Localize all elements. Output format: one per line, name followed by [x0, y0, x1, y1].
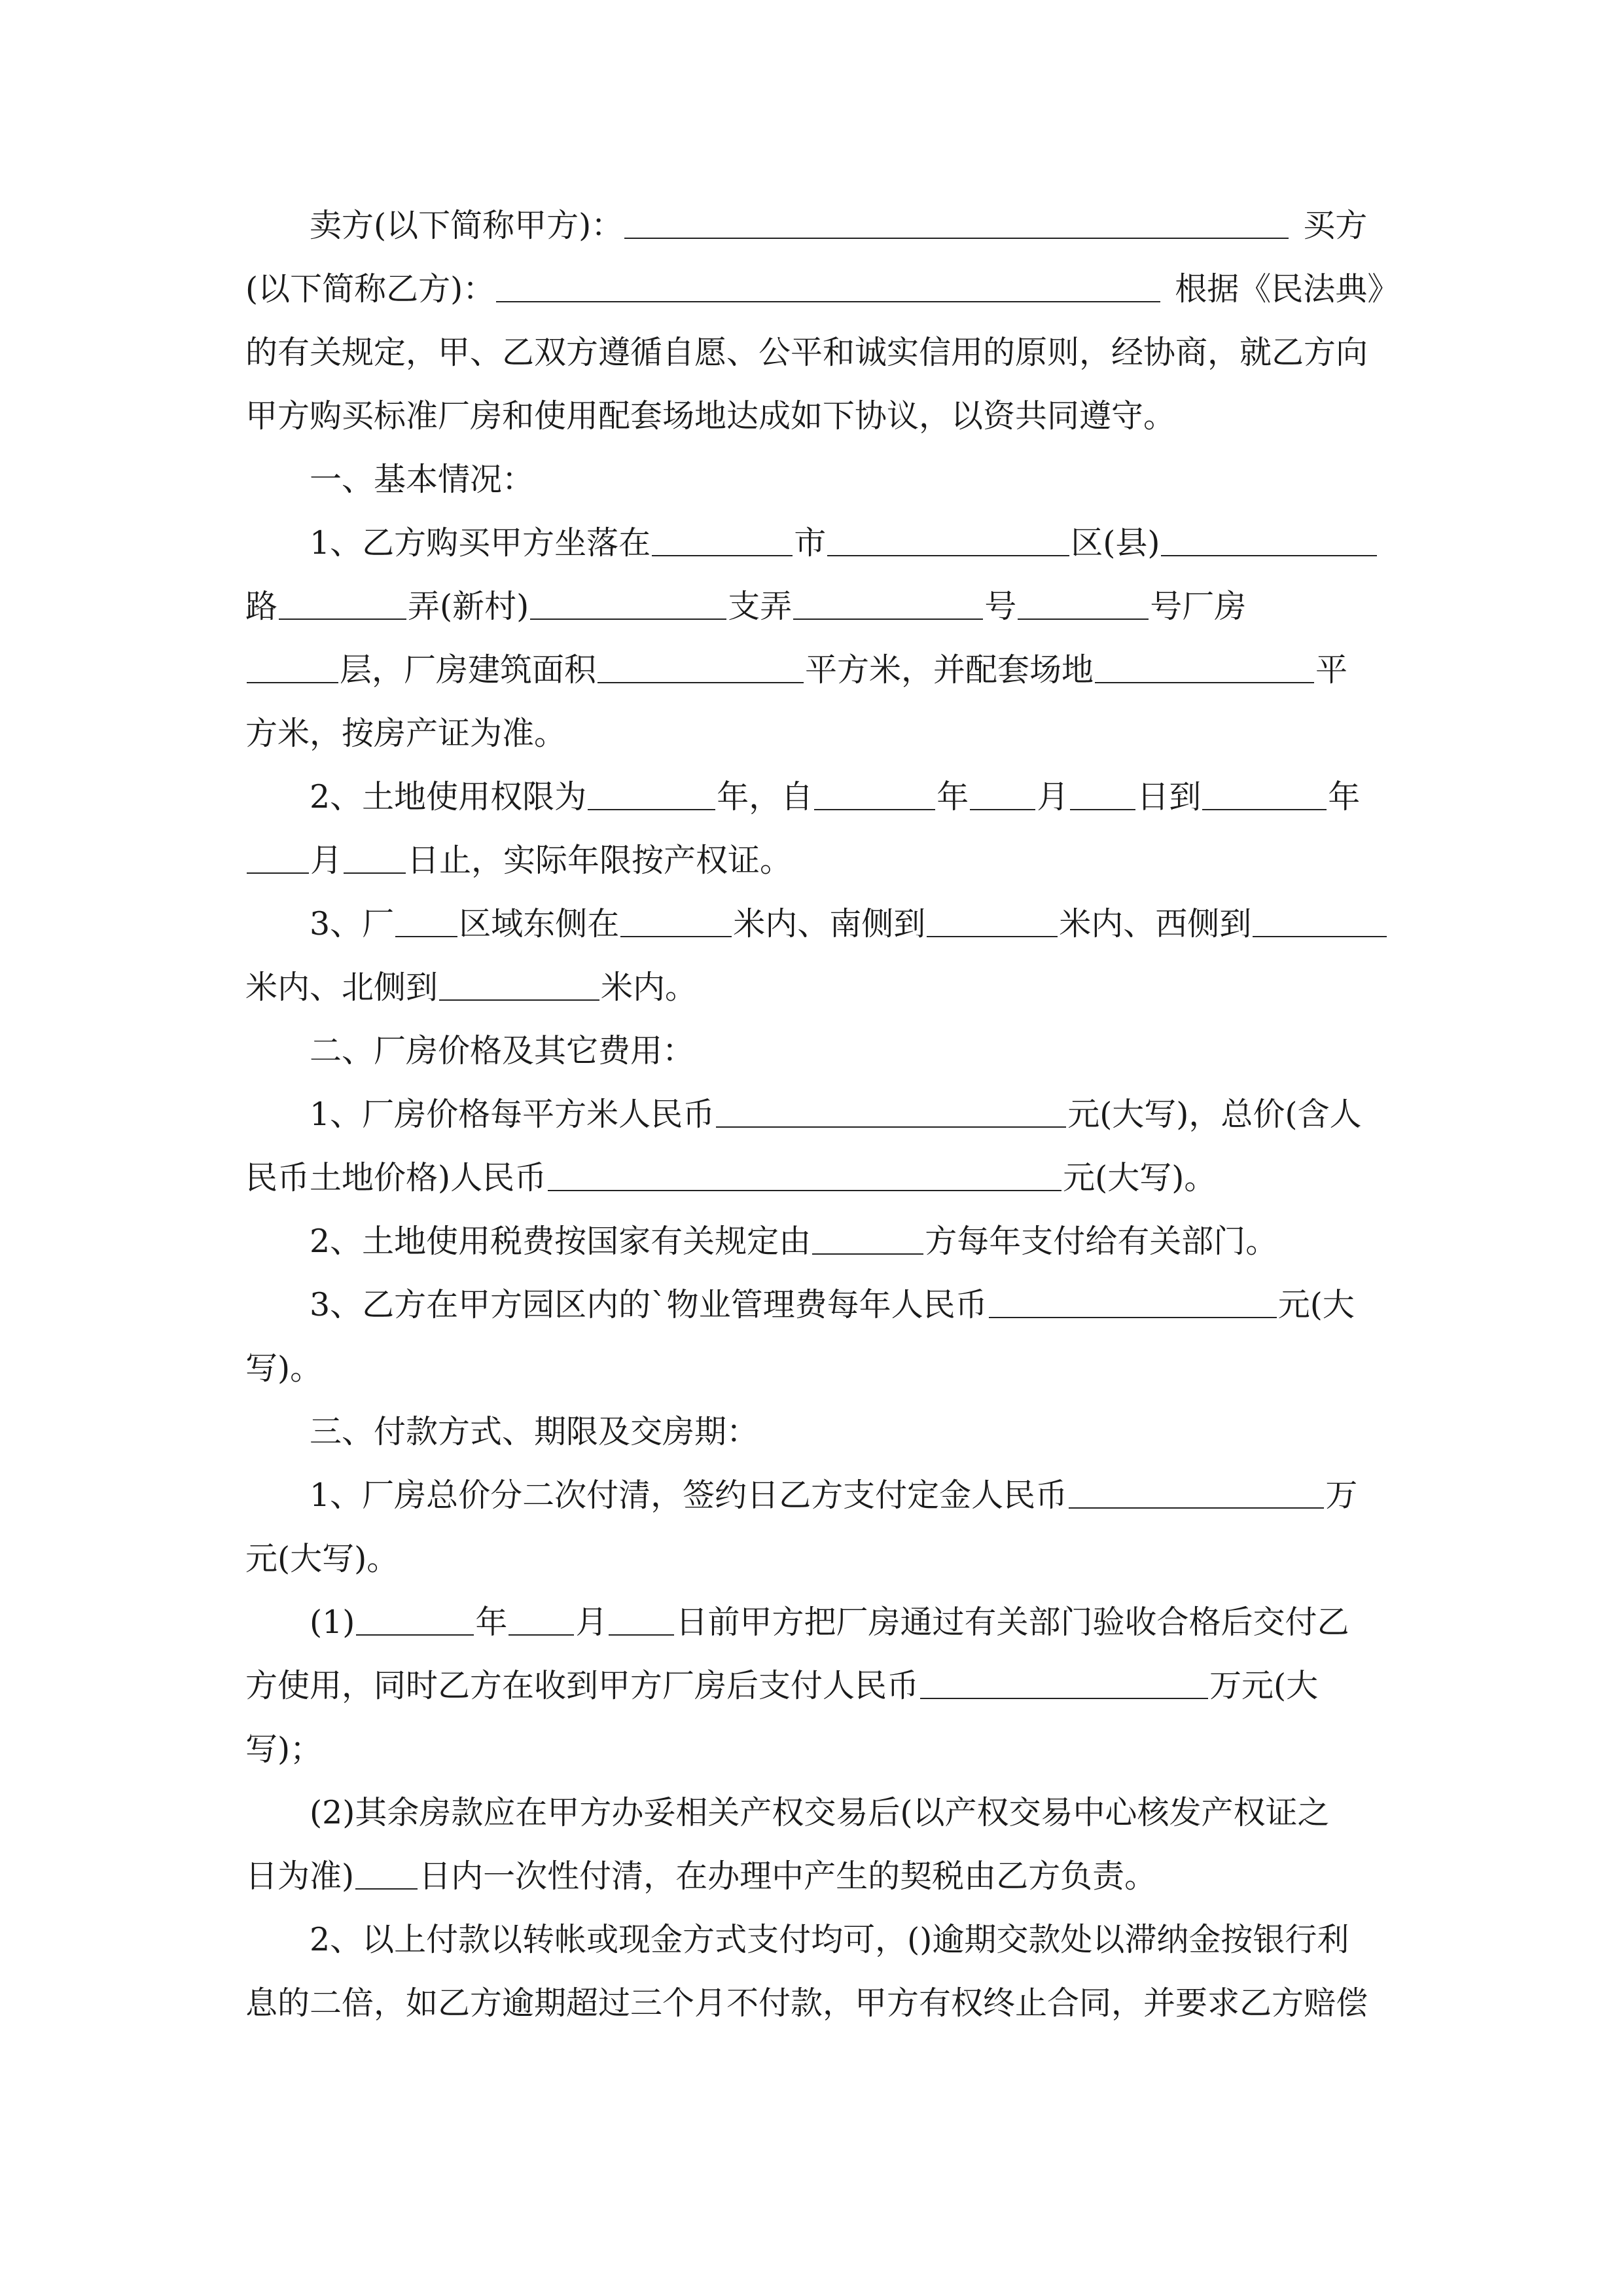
- contract-page: [245, 194, 1400, 2035]
- text-line: [245, 1781, 1378, 1844]
- clause-text: 元(大写)，总价(含人: [1067, 1096, 1362, 1133]
- east-distance-blank[interactable]: [620, 910, 732, 937]
- section-title: 一、基本情况：: [310, 461, 535, 498]
- handover-month-blank[interactable]: [508, 1608, 574, 1636]
- clause-text: 方每年支付给有关部门。: [925, 1223, 1278, 1260]
- buyer-label-start: 买方: [1303, 207, 1368, 244]
- clause-1-2-line-1: [245, 765, 1378, 829]
- clause-text: 层，厂房建筑面积: [340, 651, 597, 689]
- clause-text: 息的二倍，如乙方逾期超过三个月不付款，甲方有权终止合同，并要求乙方赔偿: [245, 1984, 1368, 2022]
- clause-text: (2)其余房款应在甲方办妥相关产权交易后(以产权交易中心核发产权证之: [310, 1794, 1330, 1831]
- clause-text: 方使用，同时乙方在收到甲方厂房后支付人民币: [245, 1667, 919, 1704]
- clause-text: 2、土地使用权限为: [310, 778, 587, 816]
- site-area-blank[interactable]: [1095, 656, 1314, 683]
- clause-text: 市: [794, 524, 827, 562]
- section-heading-payment: [245, 1400, 1378, 1463]
- clause-text: 日为准): [245, 1857, 355, 1895]
- clause-text: 元(大写)。: [1063, 1159, 1217, 1196]
- property-fee-blank[interactable]: [989, 1291, 1277, 1318]
- clause-text: 区域东侧在: [459, 905, 620, 942]
- clause-2-3-line-1: [245, 1273, 1378, 1336]
- clause-text: 月: [310, 842, 343, 879]
- clause-1-2-line-2: [245, 829, 1378, 892]
- start-month-blank[interactable]: [970, 783, 1035, 810]
- section-title: 三、付款方式、期限及交房期：: [310, 1413, 759, 1450]
- clause-text: 2、土地使用税费按国家有关规定由: [310, 1223, 812, 1260]
- clause-text: 民币土地价格)人民币: [245, 1159, 547, 1196]
- clause-text: 方米，按房产证为准。: [245, 715, 567, 752]
- deposit-blank[interactable]: [1069, 1481, 1324, 1509]
- clause-text: 写)；: [245, 1731, 323, 1768]
- clause-3-1-1-line-2: [245, 1654, 1378, 1717]
- clause-text: 米内、西侧到: [1059, 905, 1252, 942]
- buyer-label: (以下简称乙方)：: [245, 270, 495, 308]
- building-area-blank[interactable]: [597, 656, 804, 683]
- clause-text: 元(大写)。: [245, 1540, 399, 1577]
- clause-text: 年: [475, 1604, 508, 1641]
- clause-text: 日前甲方把厂房通过有关部门验收合格后交付乙: [675, 1604, 1349, 1641]
- buyer-name-blank[interactable]: [496, 275, 1160, 302]
- clause-text: 号: [984, 588, 1017, 625]
- sub-lane-blank[interactable]: [793, 592, 983, 620]
- text-line: [245, 1717, 1378, 1781]
- clause-1-1-line-3: [245, 638, 1378, 702]
- clause-text: 月: [1037, 778, 1069, 816]
- clause-text: 月: [575, 1604, 608, 1641]
- clause-text: 年: [1328, 778, 1361, 816]
- clause-text: 1、乙方购买甲方坐落在: [310, 524, 651, 562]
- road-blank[interactable]: [1161, 529, 1377, 556]
- clause-text: 日到: [1137, 778, 1202, 816]
- clause-text: 号厂房: [1150, 588, 1247, 625]
- factory-blank[interactable]: [395, 910, 457, 937]
- clause-text: 米内、南侧到: [733, 905, 926, 942]
- clause-text: 日止，实际年限按产权证。: [407, 842, 793, 879]
- text-line: [245, 1336, 1378, 1400]
- clause-text: (1): [310, 1604, 355, 1641]
- clause-3-1-2-line-2: [245, 1844, 1378, 1908]
- total-price-blank[interactable]: [548, 1164, 1061, 1191]
- civil-code-ref: 根据《民法典》: [1175, 270, 1400, 308]
- clause-text: 万: [1325, 1477, 1358, 1514]
- clause-1-1-line-2: [245, 575, 1378, 638]
- clause-text: 万元(大: [1209, 1667, 1319, 1704]
- clause-2-1-line-1: [245, 1083, 1378, 1146]
- clause-text: 日内一次性付清，在办理中产生的契税由乙方负责。: [419, 1857, 1157, 1895]
- clause-text: 1、厂房总价分二次付清，签约日乙方支付定金人民币: [310, 1477, 1068, 1514]
- clause-text: 年: [936, 778, 969, 816]
- section-heading-basic: [245, 448, 1378, 511]
- seller-name-blank[interactable]: [624, 211, 1289, 239]
- lane-blank[interactable]: [530, 592, 726, 620]
- start-day-blank[interactable]: [1070, 783, 1135, 810]
- clause-3-1-1-line-1: [245, 1590, 1378, 1654]
- intro-text: 的有关规定，甲、乙双方遵循自愿、公平和诚实信用的原则，经协商，就乙方向: [245, 334, 1368, 371]
- unit-price-blank[interactable]: [716, 1100, 1066, 1128]
- clause-text: 米内。: [601, 969, 698, 1006]
- second-payment-blank[interactable]: [920, 1672, 1208, 1699]
- floor-blank[interactable]: [247, 656, 338, 683]
- end-day-blank[interactable]: [344, 846, 406, 874]
- end-year-blank[interactable]: [1202, 783, 1327, 810]
- paragraph-buyer-line: [245, 257, 1400, 321]
- text-line: [245, 1908, 1378, 1971]
- south-distance-blank[interactable]: [927, 910, 1058, 937]
- end-month-blank[interactable]: [247, 846, 309, 874]
- clause-1-3-line-2: [245, 956, 1378, 1019]
- text-line: [245, 384, 1378, 448]
- clause-text: 年，自: [717, 778, 813, 816]
- north-distance-blank[interactable]: [439, 973, 599, 1001]
- text-line: [245, 1971, 1378, 2035]
- west-distance-blank[interactable]: [1253, 910, 1387, 937]
- clause-1-1-line-1: [245, 511, 1378, 575]
- text-line: [245, 1527, 1378, 1590]
- clause-1-3-line-1: [245, 892, 1378, 956]
- clause-text: 平: [1315, 651, 1348, 689]
- clause-text: 支弄: [728, 588, 793, 625]
- clause-text: 1、厂房价格每平方米人民币: [310, 1096, 715, 1133]
- clause-text: 区(县): [1071, 524, 1160, 562]
- clause-text: 元(大: [1277, 1286, 1355, 1323]
- tax-payer-blank[interactable]: [812, 1227, 923, 1255]
- text-line: [245, 321, 1378, 384]
- section-title: 二、厂房价格及其它费用：: [310, 1032, 695, 1069]
- clause-2-2: [245, 1210, 1378, 1273]
- clause-3-1-line-1: [245, 1463, 1378, 1527]
- city-blank[interactable]: [652, 529, 793, 556]
- clause-text: 弄(新村): [408, 588, 529, 625]
- clause-text: 米内、北侧到: [245, 969, 438, 1006]
- clause-2-1-line-2: [245, 1146, 1378, 1210]
- handover-year-blank[interactable]: [356, 1608, 474, 1636]
- clause-text: 平方米，并配套场地: [805, 651, 1094, 689]
- clause-text: 3、乙方在甲方园区内的`物业管理费每年人民币: [310, 1286, 988, 1323]
- final-payment-days-blank[interactable]: [355, 1862, 418, 1890]
- intro-text: 甲方购买标准厂房和使用配套场地达成如下协议，以资共同遵守。: [245, 397, 1176, 435]
- seller-label: 卖方(以下简称甲方)：: [310, 207, 624, 244]
- start-year-blank[interactable]: [814, 783, 935, 810]
- land-term-years-blank[interactable]: [588, 783, 715, 810]
- section-heading-price: [245, 1019, 1378, 1083]
- clause-text: 路: [245, 588, 278, 625]
- number-blank[interactable]: [1018, 592, 1149, 620]
- paragraph-seller-line: [245, 194, 1378, 257]
- district-blank[interactable]: [827, 529, 1069, 556]
- clause-text: 3、厂: [310, 905, 395, 942]
- road-name-blank[interactable]: [279, 592, 406, 620]
- handover-day-blank[interactable]: [609, 1608, 674, 1636]
- clause-text: 写)。: [245, 1350, 323, 1387]
- text-line: [245, 702, 1378, 765]
- clause-text: 2、以上付款以转帐或现金方式支付均可，()逾期交款处以滞纳金按银行利: [310, 1921, 1349, 1958]
